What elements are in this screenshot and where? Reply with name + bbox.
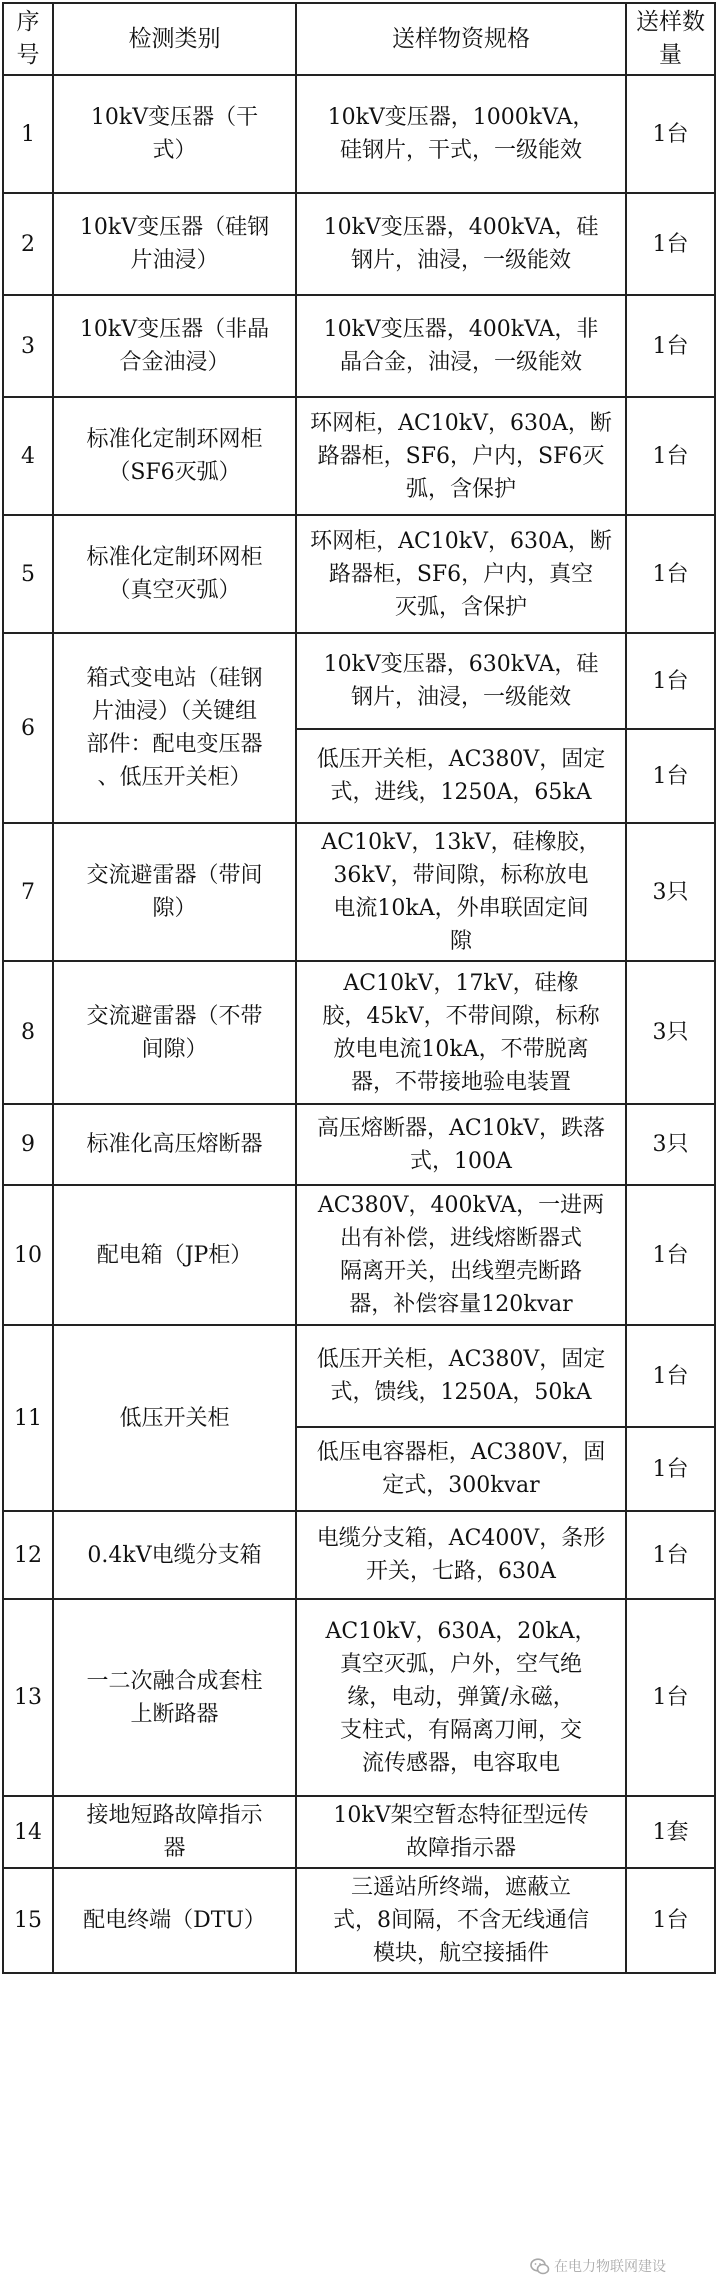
table-wrapper: [2, 2, 716, 1974]
cell-seq: 3: [3, 295, 53, 397]
cell-spec: 低压开关柜，AC380V，固定 式，进线，1250A，65kA: [296, 729, 626, 823]
header-qty: 送样数 量: [626, 3, 715, 75]
cell-spec: 10kV变压器，400kVA，非 晶合金，油浸，一级能效: [296, 295, 626, 397]
header-seq: 序 号: [3, 3, 53, 75]
cell-qty: 1台: [626, 295, 715, 397]
cell-spec: 高压熔断器，AC10kV，跌落 式，100A: [296, 1104, 626, 1185]
cell-category: 0.4kV电缆分支箱: [53, 1511, 296, 1599]
cell-spec: 10kV架空暂态特征型远传 故障指示器: [296, 1796, 626, 1868]
cell-seq: 12: [3, 1511, 53, 1599]
cell-qty: 1台: [626, 1427, 715, 1511]
cell-seq: 11: [3, 1325, 53, 1511]
cell-seq: 8: [3, 961, 53, 1104]
cell-spec: 10kV变压器，400kVA，硅 钢片，油浸，一级能效: [296, 193, 626, 295]
cell-seq: 4: [3, 397, 53, 515]
table-row: [3, 1511, 715, 1599]
cell-category: 交流避雷器（带间 隙）: [53, 823, 296, 961]
table-body: [3, 75, 715, 1973]
cell-seq: 10: [3, 1185, 53, 1325]
cell-spec: 低压电容器柜，AC380V，固 定式，300kvar: [296, 1427, 626, 1511]
table-row: [3, 75, 715, 193]
cell-spec: 环网柜，AC10kV，630A，断 路器柜，SF6，户内，真空 灭弧，含保护: [296, 515, 626, 633]
cell-seq: 9: [3, 1104, 53, 1185]
cell-qty: 1台: [626, 633, 715, 729]
cell-qty: 3只: [626, 1104, 715, 1185]
table-row: [3, 1325, 715, 1427]
table-row: [3, 1185, 715, 1325]
table-row: [3, 1599, 715, 1796]
table-row: [3, 193, 715, 295]
cell-spec: 10kV变压器，1000kVA， 硅钢片，干式，一级能效: [296, 75, 626, 193]
cell-category: 10kV变压器（硅钢 片油浸）: [53, 193, 296, 295]
cell-category: 标准化高压熔断器: [53, 1104, 296, 1185]
header-spec: 送样物资规格: [296, 3, 626, 75]
cell-category: 低压开关柜: [53, 1325, 296, 1511]
cell-spec: 三遥站所终端，遮蔽立 式，8间隔，不含无线通信 模块，航空接插件: [296, 1868, 626, 1973]
cell-seq: 7: [3, 823, 53, 961]
wechat-icon: [530, 2258, 550, 2275]
cell-spec: 10kV变压器，630kVA，硅 钢片，油浸，一级能效: [296, 633, 626, 729]
cell-category: 箱式变电站（硅钢 片油浸）（关键组 部件：配电变压器 、低压开关柜）: [53, 633, 296, 823]
cell-seq: 15: [3, 1868, 53, 1973]
table-row: [3, 397, 715, 515]
cell-spec: 电缆分支箱，AC400V，条形 开关，七路，630A: [296, 1511, 626, 1599]
cell-category: 标准化定制环网柜 （真空灭弧）: [53, 515, 296, 633]
table-row: [3, 515, 715, 633]
cell-seq: 5: [3, 515, 53, 633]
table-row: [3, 823, 715, 961]
cell-seq: 13: [3, 1599, 53, 1796]
cell-qty: 3只: [626, 961, 715, 1104]
cell-seq: 14: [3, 1796, 53, 1868]
cell-category: 配电箱（JP柜）: [53, 1185, 296, 1325]
cell-qty: 1台: [626, 1185, 715, 1325]
table-row: [3, 961, 715, 1104]
cell-qty: 1台: [626, 193, 715, 295]
cell-qty: 1台: [626, 1325, 715, 1427]
cell-category: 一二次融合成套柱 上断路器: [53, 1599, 296, 1796]
cell-spec: AC380V，400kVA，一进两 出有补偿，进线熔断器式 隔离开关，出线塑壳断路 器，补偿容量120kvar: [296, 1185, 626, 1325]
watermark: [530, 2256, 666, 2276]
table-row: [3, 1104, 715, 1185]
cell-spec: AC10kV，17kV，硅橡 胶，45kV，不带间隙，标称 放电电流10kA，不带脱离 器，不带接地验电装置: [296, 961, 626, 1104]
cell-spec: 环网柜，AC10kV，630A，断 路器柜，SF6，户内，SF6灭 弧，含保护: [296, 397, 626, 515]
cell-qty: 1套: [626, 1796, 715, 1868]
cell-qty: 1台: [626, 1599, 715, 1796]
cell-category: 接地短路故障指示 器: [53, 1796, 296, 1868]
cell-spec: AC10kV，13kV，硅橡胶， 36kV，带间隙，标称放电 电流10kA，外串联固定间 隙: [296, 823, 626, 961]
table-row: [3, 1796, 715, 1868]
table-row: [3, 295, 715, 397]
cell-qty: 1台: [626, 729, 715, 823]
header-row: [3, 3, 715, 75]
cell-qty: 1台: [626, 75, 715, 193]
cell-seq: 1: [3, 75, 53, 193]
cell-spec: AC10kV，630A，20kA， 真空灭弧，户外，空气绝 缘，电动，弹簧/永磁， 支柱式，有隔离刀闸，交 流传感器，电容取电: [296, 1599, 626, 1796]
cell-category: 交流避雷器（不带 间隙）: [53, 961, 296, 1104]
cell-seq: 2: [3, 193, 53, 295]
cell-qty: 3只: [626, 823, 715, 961]
cell-qty: 1台: [626, 515, 715, 633]
cell-qty: 1台: [626, 397, 715, 515]
header-category: 检测类别: [53, 3, 296, 75]
cell-category: 标准化定制环网柜 （SF6灭弧）: [53, 397, 296, 515]
table-row: [3, 1868, 715, 1973]
cell-qty: 1台: [626, 1868, 715, 1973]
cell-category: 10kV变压器（干 式）: [53, 75, 296, 193]
watermark-text: 在电力物联网建设: [554, 2259, 666, 2275]
cell-qty: 1台: [626, 1511, 715, 1599]
cell-seq: 6: [3, 633, 53, 823]
cell-category: 配电终端（DTU）: [53, 1868, 296, 1973]
inspection-table: [2, 2, 716, 1974]
cell-category: 10kV变压器（非晶 合金油浸）: [53, 295, 296, 397]
table-row: [3, 633, 715, 729]
cell-spec: 低压开关柜，AC380V，固定 式，馈线，1250A，50kA: [296, 1325, 626, 1427]
